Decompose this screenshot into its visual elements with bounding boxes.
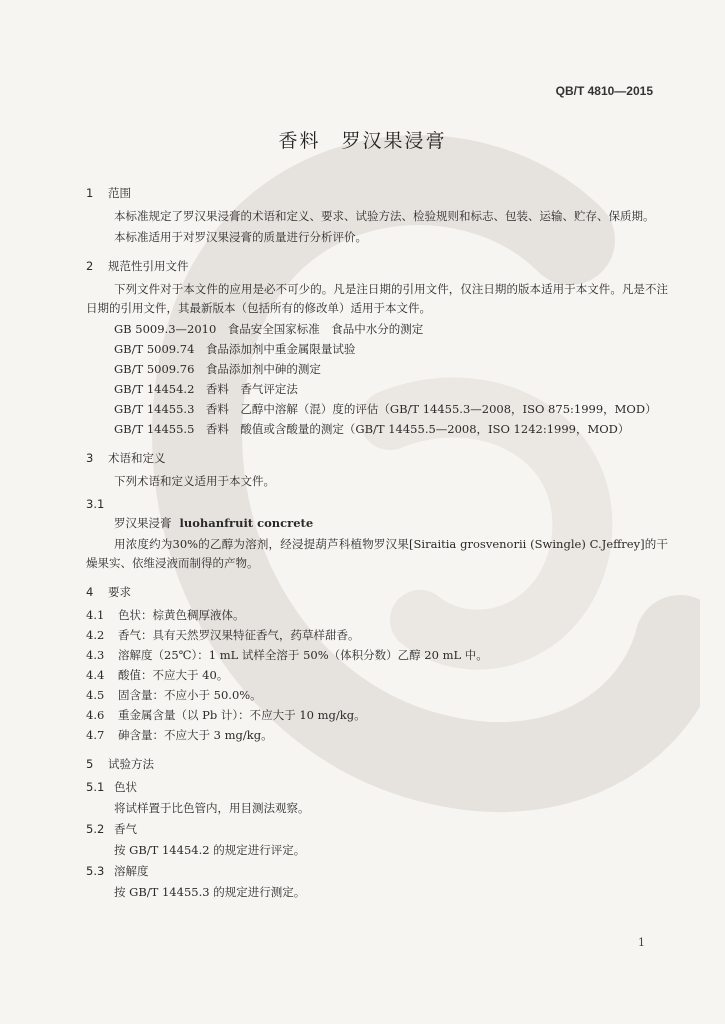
item-number: 4.5 <box>86 688 105 702</box>
requirement-item <box>86 626 668 645</box>
section-number: 2 <box>86 259 94 273</box>
method-text: 按 GB/T 14455.3 的规定进行测定。 <box>114 885 306 899</box>
section-heading-3 <box>86 449 668 468</box>
item-number: 4.4 <box>86 668 105 682</box>
reference-item: GB/T 5009.76 食品添加剂中砷的测定 <box>114 362 321 376</box>
reference-item: GB/T 5009.74 食品添加剂中重金属限量试验 <box>114 342 356 356</box>
method-text: 按 GB/T 14454.2 的规定进行评定。 <box>114 843 306 857</box>
item-text: 砷含量：不应大于 3 mg/kg。 <box>118 728 273 742</box>
section-number: 3 <box>86 451 94 465</box>
section-number: 5 <box>86 757 94 771</box>
item-title: 溶解度 <box>114 864 149 878</box>
section-title: 要求 <box>108 585 131 599</box>
section-heading-4 <box>86 583 668 602</box>
method-subheading <box>86 862 668 881</box>
requirement-item <box>86 706 668 725</box>
section-title: 规范性引用文件 <box>108 259 189 273</box>
paragraph: 下列术语和定义适用于本文件。 <box>114 474 275 488</box>
document-body <box>86 178 668 903</box>
reference-item: GB/T 14454.2 香料 香气评定法 <box>114 382 298 396</box>
requirement-item <box>86 686 668 705</box>
item-text: 固含量：不应小于 50.0%。 <box>118 688 262 702</box>
paragraph: 本标准规定了罗汉果浸膏的术语和定义、要求、试验方法、检验规则和标志、包装、运输、贮存、保质期。 <box>114 209 655 223</box>
reference-item: GB/T 14455.3 香料 乙醇中溶解（混）度的评估（GB/T 14455.3—2008，ISO 875:1999，MOD） <box>114 402 657 416</box>
reference-item: GB/T 14455.5 香料 酸值或含酸量的测定（GB/T 14455.5—2008，ISO 1242:1999，MOD） <box>114 422 630 436</box>
requirement-item <box>86 726 668 745</box>
item-title: 香气 <box>114 822 137 836</box>
item-number: 5.3 <box>86 864 105 878</box>
item-number: 4.1 <box>86 608 105 622</box>
paragraph: 下列文件对于本文件的应用是必不可少的。凡是注日期的引用文件，仅注日期的版本适用于本文件。凡是不注日期的引用文件，其最新版本（包括所有的修改单）适用于本文件。 <box>86 282 668 315</box>
definition-term <box>86 514 668 533</box>
section-heading-1 <box>86 184 668 203</box>
document-code: QB/T 4810—2015 <box>555 84 653 98</box>
item-text: 溶解度（25℃）：1 mL 试样全溶于 50%（体积分数）乙醇 20 mL 中。 <box>118 648 488 662</box>
section-number: 1 <box>86 186 94 200</box>
item-number: 5.1 <box>86 780 105 794</box>
method-subheading <box>86 820 668 839</box>
term-english: luohanfruit concrete <box>179 516 314 530</box>
item-text: 重金属含量（以 Pb 计）：不应大于 10 mg/kg。 <box>118 708 366 722</box>
section-title: 试验方法 <box>108 757 154 771</box>
item-text: 色状：棕黄色稠厚液体。 <box>118 608 245 622</box>
method-text: 将试样置于比色管内，用目测法观察。 <box>114 801 310 815</box>
term-chinese: 罗汉果浸膏 <box>114 516 172 530</box>
section-heading-5 <box>86 755 668 774</box>
section-heading-2 <box>86 257 668 276</box>
definition-number: 3.1 <box>86 497 105 511</box>
page-number: 1 <box>638 936 645 949</box>
item-number: 5.2 <box>86 822 105 836</box>
section-title: 术语和定义 <box>108 451 166 465</box>
item-title: 色状 <box>114 780 137 794</box>
section-title: 范围 <box>108 186 131 200</box>
requirement-item <box>86 646 668 665</box>
requirement-item <box>86 606 668 625</box>
requirement-item <box>86 666 668 685</box>
section-number: 4 <box>86 585 94 599</box>
item-number: 4.2 <box>86 628 105 642</box>
item-number: 4.3 <box>86 648 105 662</box>
item-number: 4.7 <box>86 728 105 742</box>
page-title: 香料 罗汉果浸膏 <box>278 130 447 152</box>
item-text: 香气：具有天然罗汉果特征香气，药草样甜香。 <box>118 628 360 642</box>
item-text: 酸值：不应大于 40。 <box>118 668 229 682</box>
paragraph: 本标准适用于对罗汉果浸膏的质量进行分析评价。 <box>114 230 367 244</box>
reference-item: GB 5009.3—2010 食品安全国家标准 食品中水分的测定 <box>114 322 424 336</box>
item-number: 4.6 <box>86 708 105 722</box>
definition-text: 用浓度约为30%的乙醇为溶剂，经浸提葫芦科植物罗汉果[Siraitia grosvenorii (Swingle) C.Jeffrey]的干燥果实、依维浸液而制得的产物。 <box>86 537 668 570</box>
method-subheading <box>86 778 668 797</box>
